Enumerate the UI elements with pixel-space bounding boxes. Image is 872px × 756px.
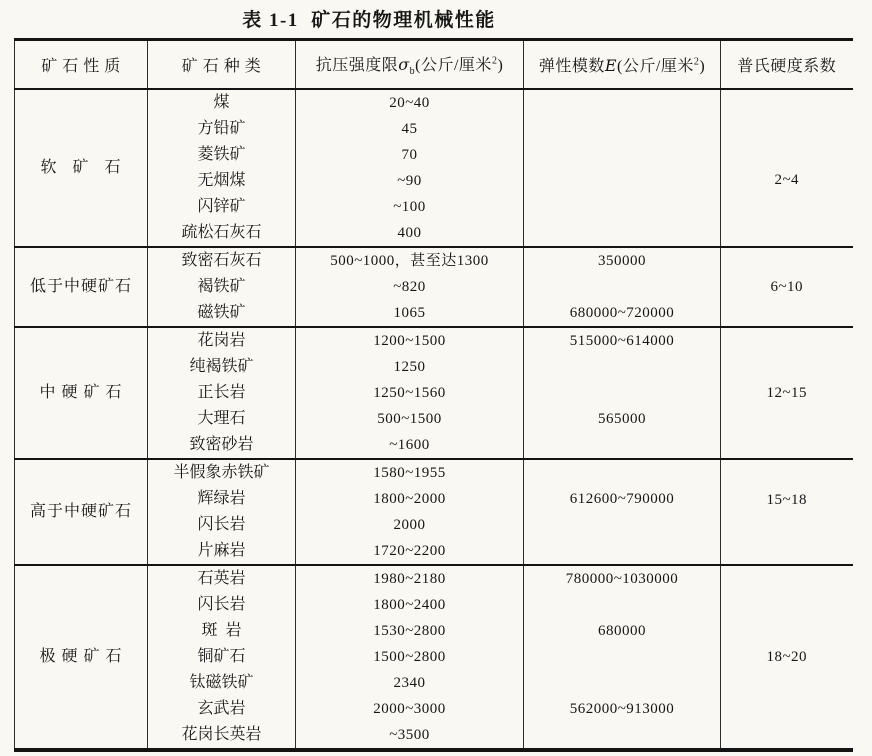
ore-name-cell: 半假象赤铁矿 (148, 459, 296, 486)
col-header-elastic-modulus: 弹性模数E(公斤/厘米$^2$) (524, 40, 721, 90)
strength-cell: 1250 (296, 354, 524, 380)
modulus-cell (524, 274, 721, 300)
modulus-cell (524, 116, 721, 142)
table-row (15, 565, 853, 592)
strength-cell: ~1600 (296, 432, 524, 459)
category-cell: 中 硬 矿 石 (15, 327, 148, 459)
ore-name-cell: 磁铁矿 (148, 300, 296, 327)
col-header-compressive-strength: 抗压强度限$\sigma_b$(公斤/厘米$^2$) (296, 40, 524, 90)
strength-cell: ~820 (296, 274, 524, 300)
ore-name-cell: 闪长岩 (148, 512, 296, 538)
category-cell: 极 硬 矿 石 (15, 565, 148, 750)
modulus-cell (524, 592, 721, 618)
category-cell: 软 矿 石 (15, 89, 148, 247)
strength-cell: 500~1000，甚至达1300 (296, 247, 524, 274)
modulus-cell: 562000~913000 (524, 696, 721, 722)
modulus-cell (524, 142, 721, 168)
ore-name-cell: 闪长岩 (148, 592, 296, 618)
strength-cell: 1250~1560 (296, 380, 524, 406)
ore-name-cell: 大理石 (148, 406, 296, 432)
modulus-cell (524, 722, 721, 750)
col-header-hardness-coefficient: 普氏硬度系数 (721, 40, 853, 90)
ore-name-cell: 片麻岩 (148, 538, 296, 565)
modulus-cell: 680000~720000 (524, 300, 721, 327)
strength-cell: 1200~1500 (296, 327, 524, 354)
strength-cell: ~3500 (296, 722, 524, 750)
ore-name-cell: 钛磁铁矿 (148, 670, 296, 696)
table-title: 表 1-1 矿石的物理机械性能 (242, 10, 496, 31)
modulus-cell: 680000 (524, 618, 721, 644)
strength-cell: 1800~2400 (296, 592, 524, 618)
ore-name-cell: 斑 岩 (148, 618, 296, 644)
strength-cell: 20~40 (296, 89, 524, 116)
ore-name-cell: 煤 (148, 89, 296, 116)
strength-cell: 1065 (296, 300, 524, 327)
modulus-cell (524, 512, 721, 538)
ore-name-cell: 致密石灰石 (148, 247, 296, 274)
col-header-ore-property: 矿 石 性 质 (15, 40, 148, 90)
modulus-cell: 780000~1030000 (524, 565, 721, 592)
ore-name-cell: 铜矿石 (148, 644, 296, 670)
hardness-cell: 12~15 (721, 327, 853, 459)
category-cell: 低于中硬矿石 (15, 247, 148, 327)
strength-cell: 1980~2180 (296, 565, 524, 592)
col-header-ore-type: 矿 石 种 类 (148, 40, 296, 90)
ore-name-cell: 方铅矿 (148, 116, 296, 142)
modulus-cell: 350000 (524, 247, 721, 274)
modulus-cell (524, 168, 721, 194)
modulus-cell (524, 194, 721, 220)
strength-cell: 500~1500 (296, 406, 524, 432)
modulus-cell (524, 354, 721, 380)
modulus-cell (524, 644, 721, 670)
header-row (15, 40, 853, 90)
strength-cell: ~100 (296, 194, 524, 220)
ore-name-cell: 褐铁矿 (148, 274, 296, 300)
strength-cell: 400 (296, 220, 524, 247)
ore-name-cell: 致密砂岩 (148, 432, 296, 459)
ore-name-cell: 无烟煤 (148, 168, 296, 194)
strength-cell: 2000 (296, 512, 524, 538)
ore-name-cell: 花岗长英岩 (148, 722, 296, 750)
hardness-cell: 18~20 (721, 565, 853, 750)
ore-name-cell: 正长岩 (148, 380, 296, 406)
strength-cell: 1580~1955 (296, 459, 524, 486)
strength-cell: 2340 (296, 670, 524, 696)
strength-cell: 70 (296, 142, 524, 168)
table-row (15, 89, 853, 116)
strength-cell: 1500~2800 (296, 644, 524, 670)
modulus-cell (524, 380, 721, 406)
table-row (15, 247, 853, 274)
ore-name-cell: 花岗岩 (148, 327, 296, 354)
modulus-cell (524, 220, 721, 247)
ore-name-cell: 菱铁矿 (148, 142, 296, 168)
hardness-cell: 15~18 (721, 459, 853, 565)
strength-cell: 45 (296, 116, 524, 142)
strength-cell: 1800~2000 (296, 486, 524, 512)
strength-cell: ~90 (296, 168, 524, 194)
strength-cell: 2000~3000 (296, 696, 524, 722)
modulus-cell (524, 459, 721, 486)
ore-name-cell: 玄武岩 (148, 696, 296, 722)
modulus-cell: 515000~614000 (524, 327, 721, 354)
modulus-cell: 612600~790000 (524, 486, 721, 512)
ore-name-cell: 辉绿岩 (148, 486, 296, 512)
modulus-cell (524, 670, 721, 696)
ore-name-cell: 纯褐铁矿 (148, 354, 296, 380)
modulus-cell (524, 432, 721, 459)
ore-name-cell: 闪锌矿 (148, 194, 296, 220)
modulus-cell (524, 89, 721, 116)
strength-cell: 1720~2200 (296, 538, 524, 565)
ore-name-cell: 疏松石灰石 (148, 220, 296, 247)
modulus-cell: 565000 (524, 406, 721, 432)
strength-cell: 1530~2800 (296, 618, 524, 644)
ore-name-cell: 石英岩 (148, 565, 296, 592)
hardness-cell: 6~10 (721, 247, 853, 327)
ore-properties-table (14, 38, 853, 752)
hardness-cell: 2~4 (721, 89, 853, 247)
table-row (15, 459, 853, 486)
category-cell: 高于中硬矿石 (15, 459, 148, 565)
table-row (15, 327, 853, 354)
modulus-cell (524, 538, 721, 565)
